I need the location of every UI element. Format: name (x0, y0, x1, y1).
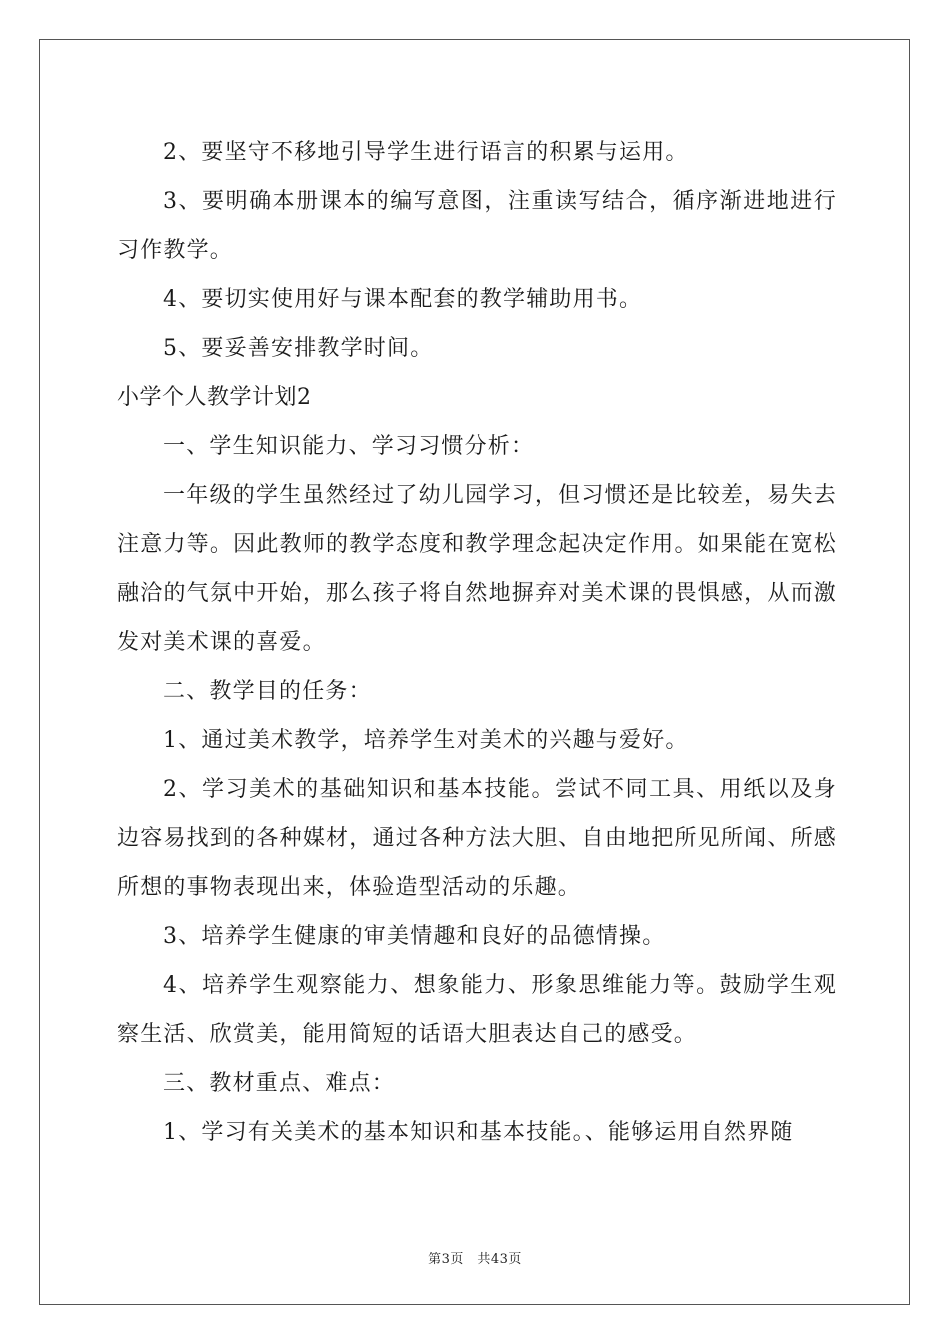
document-body (117, 128, 837, 1157)
paragraph: 2、要坚守不移地引导学生进行语言的积累与运用。 (163, 140, 689, 165)
paragraph: 4、要切实使用好与课本配套的教学辅助用书。 (163, 287, 643, 312)
paragraph: 3、培养学生健康的审美情趣和良好的品德情操。 (163, 924, 666, 949)
paragraph: 1、通过美术教学，培养学生对美术的兴趣与爱好。 (163, 728, 689, 753)
paragraph: 一年级的学生虽然经过了幼儿园学习，但习惯还是比较差，易失去注意力等。因此教师的教学态度和教学理念起决定作用。如果能在宽松融洽的气氛中开始，那么孩子将自然地摒弃对美术课的畏惧感，从而激发对美术课的喜爱。 (117, 483, 837, 655)
subheading: 一、学生知识能力、学习习惯分析： (163, 434, 535, 459)
paragraph: 2、学习美术的基础知识和基本技能。尝试不同工具、用纸以及身边容易找到的各种媒材，通过各种方法大胆、自由地把所见所闻、所感所想的事物表现出来，体验造型活动的乐趣。 (117, 777, 837, 900)
page-number-footer: 第3页 共43页 (428, 1252, 522, 1267)
subheading: 二、教学目的任务： (163, 679, 372, 704)
paragraph: 5、要妥善安排教学时间。 (163, 336, 434, 361)
section-title: 小学个人教学计划2 (117, 385, 312, 410)
paragraph: 3、要明确本册课本的编写意图，注重读写结合，循序渐进地进行习作教学。 (117, 189, 837, 263)
subheading: 三、教材重点、难点： (163, 1071, 396, 1096)
paragraph: 4、培养学生观察能力、想象能力、形象思维能力等。鼓励学生观察生活、欣赏美，能用简短的话语大胆表达自己的感受。 (117, 973, 837, 1047)
paragraph: 1、学习有关美术的基本知识和基本技能。、能够运用自然界随 (163, 1120, 794, 1145)
